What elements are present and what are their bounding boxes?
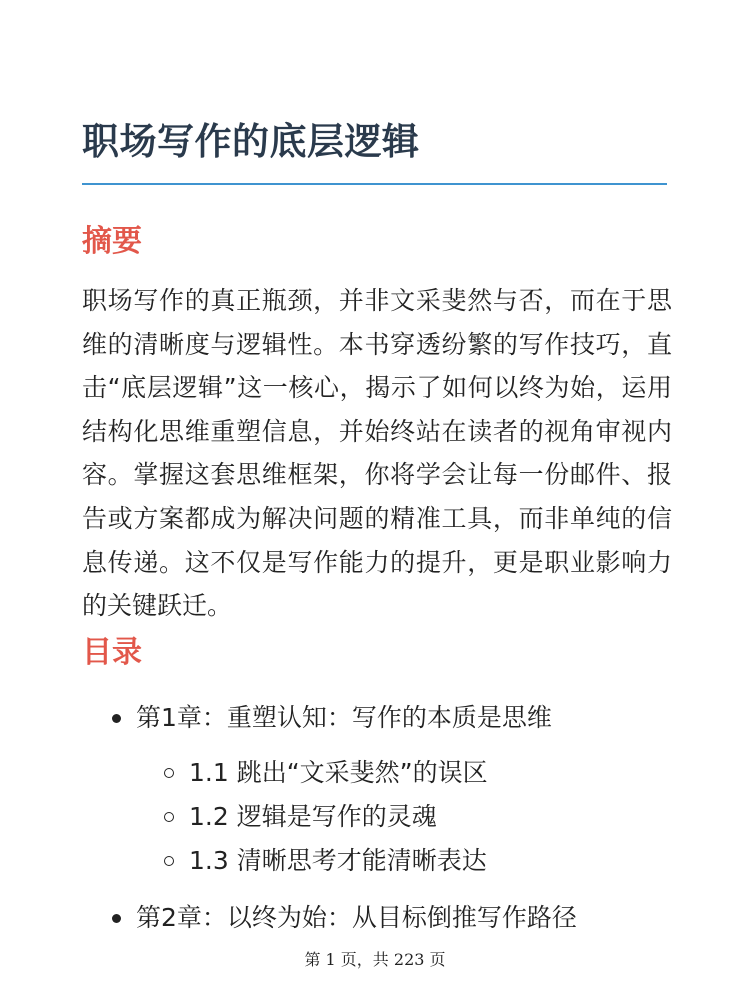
disc-bullet-icon bbox=[112, 714, 121, 723]
toc-chapter-1 bbox=[136, 701, 552, 735]
document-title: 职场写作的底层逻辑 bbox=[82, 120, 420, 163]
toc-section-1-1-label: 1.1 跳出“文采斐然”的误区 bbox=[189, 758, 488, 787]
toc-chapter-1-label: 第1章：重塑认知：写作的本质是思维 bbox=[136, 703, 552, 732]
summary-paragraph: 职场写作的真正瓶颈，并非文采斐然与否，而在于思维的清晰度与逻辑性。本书穿透纷繁的写作技巧，直击“底层逻辑”这一核心，揭示了如何以终为始，运用结构化思维重塑信息，并始终站在读者的视角审视内容。掌握这套思维框架，你将学会让每一份邮件、报告或方案都成为解决问题的精准工具，而非单纯的信息传递。这不仅是写作能力的提升，更是职业影响力的关键跃迁。 bbox=[82, 286, 672, 621]
summary-heading: 摘要 bbox=[82, 224, 142, 259]
toc-section-1-3-label: 1.3 清晰思考才能清晰表达 bbox=[189, 846, 487, 875]
disc-bullet-icon bbox=[112, 914, 121, 923]
circle-bullet-icon bbox=[164, 812, 174, 822]
circle-bullet-icon bbox=[164, 768, 174, 778]
toc-section-1-3 bbox=[189, 844, 487, 878]
toc-section-1-2-label: 1.2 逻辑是写作的灵魂 bbox=[189, 802, 437, 831]
toc-chapter-2 bbox=[136, 901, 577, 935]
toc-chapter-2-label: 第2章：以终为始：从目标倒推写作路径 bbox=[136, 903, 577, 932]
toc-section-1-1 bbox=[189, 756, 488, 790]
title-divider bbox=[82, 183, 667, 185]
circle-bullet-icon bbox=[164, 856, 174, 866]
page-number-footer: 第 1 页，共 223 页 bbox=[304, 950, 446, 969]
toc-heading: 目录 bbox=[82, 635, 142, 670]
toc-section-1-2 bbox=[189, 800, 437, 834]
